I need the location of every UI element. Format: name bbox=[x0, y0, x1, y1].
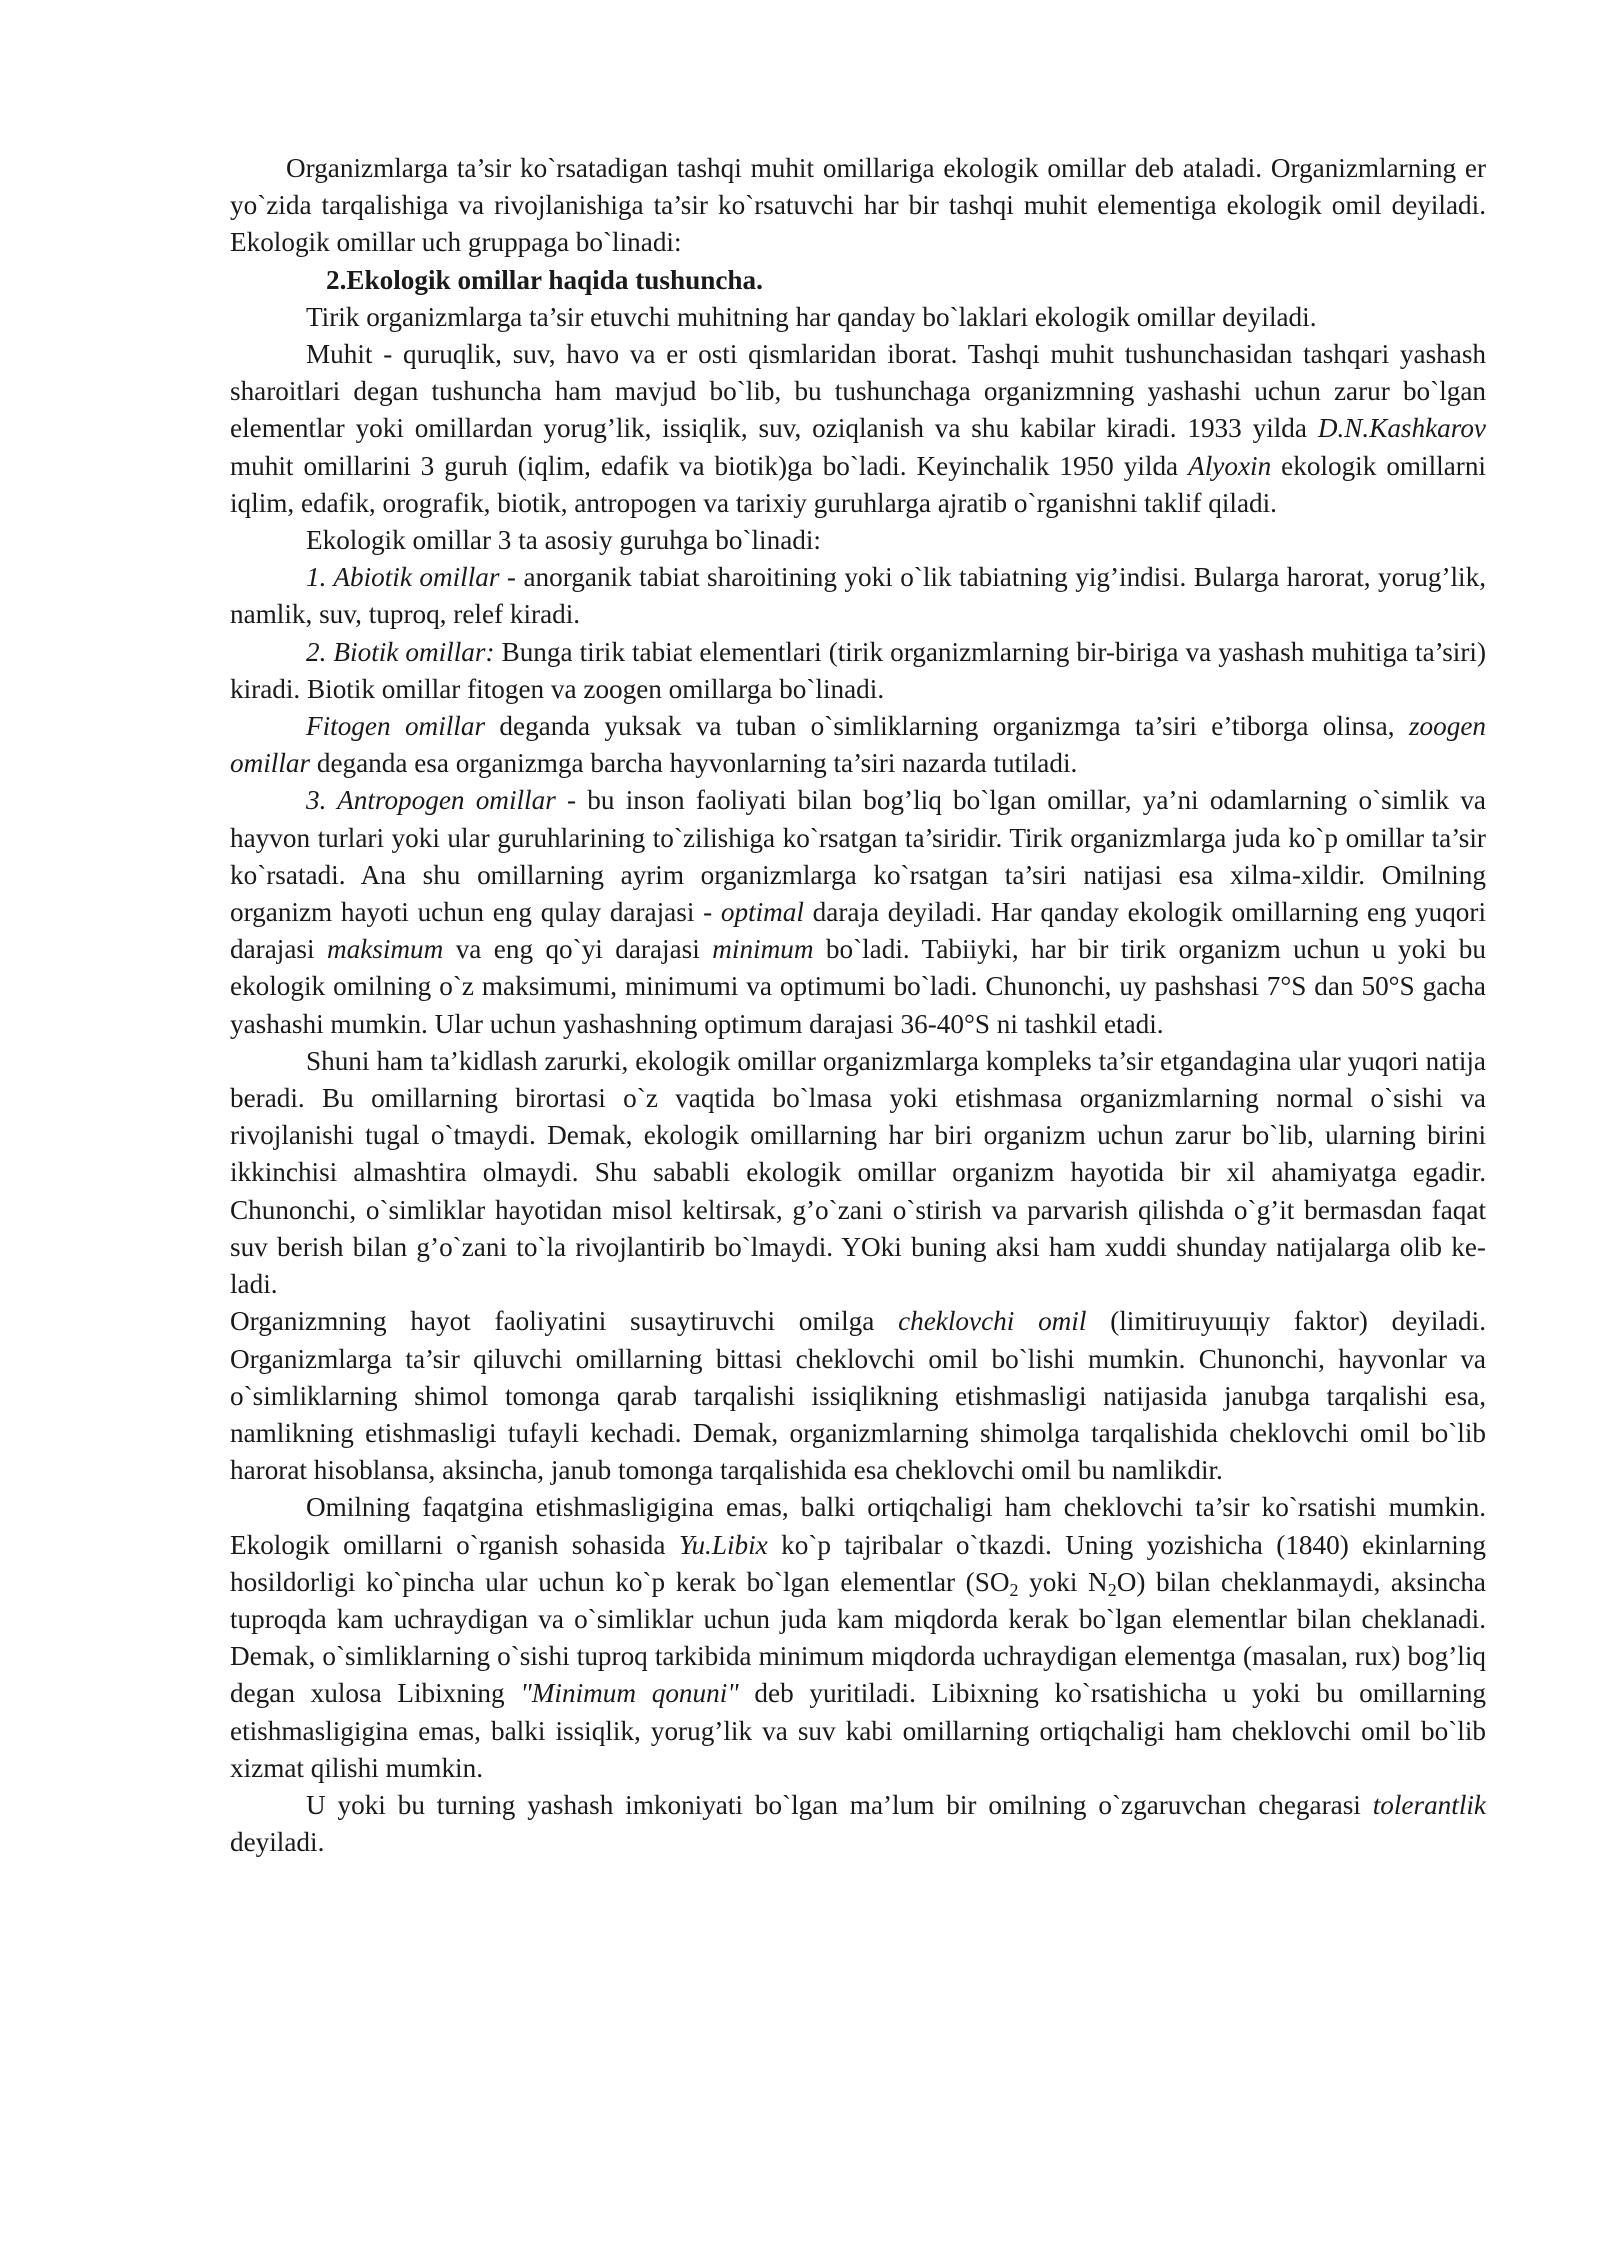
term-minimum-law: "Minimum qonuni" bbox=[520, 1678, 739, 1709]
subscript-so2: 2 bbox=[1009, 1579, 1019, 1600]
subscript-n2o: 2 bbox=[1107, 1579, 1117, 1600]
term-tolerance: tolerantlik bbox=[1372, 1789, 1486, 1820]
paragraph-tolerance: U yoki bu turning yashash imkoniyati bo`lgan ma’lum bir omilning o`zgaruvchan chegarasi tolerantlik deyiladi. bbox=[230, 1789, 1486, 1858]
term-optimal: optimal bbox=[720, 897, 804, 928]
term-phytogen: Fitogen omillar bbox=[306, 711, 486, 742]
paragraph-complex: Shuni ham ta’kidlash zarurki, ekologik omillar organizmlarga kompleks ta’sir etgandagina ular yuqori natija beradi. Bu omillarning birortasi o`z vaqtida bo`lmasa yoki etishmasa organizmlarning normal o`sishi va rivojlanishi tugal o`tmaydi. Demak, ekologik omillarning har biri organizm uchun zarur bo`lib, ularning birini ikkinchisi almashtira olmaydi. Shu sababli ekologik omillar organizm hayotida bir xil ahamiyatga egadir. Chunonchi, o`simliklar hayotidan misol keltirsak, g’o`zani o`stirish va parvarish qilishda o`g’it bermasdan faqat suv berish bilan g’o`zani to`la rivojlantirib bo`lmaydi. YOki buning aksi ham xuddi shunday natijalarga olib ke-ladi. bbox=[230, 1045, 1486, 1300]
term-zoogen: zoogen omillar bbox=[230, 711, 1486, 779]
paragraph-anthropogen: 3. Antropogen omillar - bu inson faoliyati bilan bog’liq bo`lgan omillar, ya’ni odamlarning o`simlik va hayvon turlari yoki ular guruhlarining to`zilishiga ko`rsatgan ta’siridir. Tirik organizmlarga juda ko`p omillar ta’sir ko`rsatadi. Ana shu omillarning ayrim organizmlarga ko`rsatgan ta’siri natijasi esa xilma-xildir. Omilning organizm hayoti uchun eng qulay darajasi - optimal daraja deyiladi. Har qanday ekologik omillarning eng yuqori darajasi maksimum va eng qo`yi darajasi minimum bo`ladi. Tabiiyki, har bir tirik organizm uchun u yoki bu ekologik omilning o`z maksimumi, minimumi va optimumi bo`ladi. Chunonchi, uy pashshasi 7°S dan 50°S gacha yashashi mumkin. Ular uchun yashashning optimum darajasi 36-40°S ni tashkil etadi. bbox=[230, 785, 1486, 1039]
term-minimum: minimum bbox=[712, 934, 814, 965]
intro-text: Organizmlarga ta’sir ko`rsatadigan tashqi muhit omillariga ekologik omillar deb ataladi. Organizmlarning er yo`zida tarqalishiga va rivojlanishiga ta’sir ko`rsatuvchi har bir tashqi muhit elementiga ekologik omil deyiladi. Ekologik omillar uch gruppaga bo`linadi: bbox=[230, 153, 1486, 258]
paragraph-liebig: Omilning faqatgina etishmasligigina emas, balki ortiqchaligi ham cheklovchi ta’sir ko`rsatishi mumkin. Ekologik omillarni o`rganish sohasida Yu.Libix ko`p tajribalar o`tkazdi. Uning yozishicha (1840) ekinlarning hosildorligi ko`pincha ular uchun ko`p kerak bo`lgan elementlar ($SO_2$ yoki $N_2O$) bilan cheklanmaydi, aksincha tuproqda kam uchraydigan va o`simliklar uchun juda kam miqdorda kerak bo`lgan elementlar bilan cheklanadi. Demak, o`simliklarning o`sishi tuproq tarkibida minimum miqdorda uchraydigan elementga (masalan, rux) bog’liq degan xulosa Libixning "Minimum qonuni" deb yuritiladi. Libixning ko`rsatishicha u yoki bu omillarning etishmasligigina emas, balki issiqlik, yorug’lik va suv kabi omillarning ortiqchaligi ham cheklovchi omil bo`lib xizmat qilishi mumkin. bbox=[230, 1492, 1487, 1783]
intro-paragraph bbox=[230, 150, 1486, 262]
term-limiting-factor: cheklovchi omil bbox=[898, 1306, 1087, 1337]
term-biotic: 2. Biotik omillar: bbox=[306, 636, 495, 667]
paragraph-phytogen: Fitogen omillar deganda yuksak va tuban o`simliklarning organizmga ta’siri e’tiborga olinsa, zoogen omillar deganda esa organizmga barcha hayvonlarning ta’siri nazarda tutiladi. bbox=[230, 711, 1486, 779]
paragraph-groups: Ekologik omillar 3 ta asosiy guruhga bo`linadi: bbox=[306, 525, 821, 556]
author-alyoxin: Alyoxin bbox=[1188, 450, 1272, 481]
paragraph-environment: Muhit - quruqlik, suv, havo va er osti qismlaridan iborat. Tashqi muhit tushunchasidan tashqari yashash sharoitlari degan tushuncha ham mavjud bo`lib, bu tushunchaga organizmning yashashi uchun zarur bo`lgan elementlar yoki omillardan yorug’lik, issiqlik, suv, oziqlanish va shu kabilar kiradi. 1933 yilda D.N.Kashkarov muhit omillarini 3 guruh (iqlim, edafik va biotik)ga bo`ladi. Keyinchalik 1950 yilda Alyoxin ekologik omillarni iqlim, edafik, orografik, biotik, antropogen va tarixiy guruhlarga ajratib o`rganishni taklif qiladi. bbox=[230, 339, 1486, 518]
section-heading: 2.Ekologik omillar haqida tushuncha. bbox=[326, 264, 763, 295]
author-kashkarov: D.N.Kashkarov bbox=[1317, 413, 1486, 444]
term-abiotic: 1. Abiotik omillar bbox=[306, 562, 500, 593]
author-libix: Yu.Libix bbox=[678, 1529, 768, 1560]
term-anthropogen: 3. Antropogen omillar bbox=[306, 785, 556, 816]
paragraph-abiotic: 1. Abiotik omillar - anorganik tabiat sharoitining yoki o`lik tabiatning yig’indisi. Bularga harorat, yorug’lik, namlik, suv, tuproq, relef kiradi. bbox=[230, 562, 1487, 630]
paragraph-definition: Tirik organizmlarga ta’sir etuvchi muhitning har qanday bo`laklari ekologik omillar deyiladi. bbox=[306, 301, 1317, 332]
paragraph-biotic: 2. Biotik omillar: Bunga tirik tabiat elementlari (tirik organizmlarning bir-biriga va yashash muhitiga ta’siri) kiradi. Biotik omillar fitogen va zoogen omillarga bo`linadi. bbox=[230, 636, 1486, 704]
paragraph-limiting: Organizmning hayot faoliyatini susaytiruvchi omilga cheklovchi omil (limitiruyuщiy faktor) deyiladi. Organizmlarga ta’sir qiluvchi omillarning bittasi cheklovchi omil bo`lishi mumkin. Chunonchi, hayvonlar va o`simliklarning shimol tomonga qarab tarqalishi issiqlikning etishmasligi natijasida janubga tarqalishi esa, namlikning etishmasligi tufayli kechadi. Demak, organizmlarning shimolga tarqalishida cheklovchi omil bo`lib harorat hisoblansa, aksincha, janub tomonga tarqalishida esa cheklovchi omil bu namlikdir. bbox=[230, 1306, 1486, 1486]
term-maksimum: maksimum bbox=[326, 934, 444, 965]
